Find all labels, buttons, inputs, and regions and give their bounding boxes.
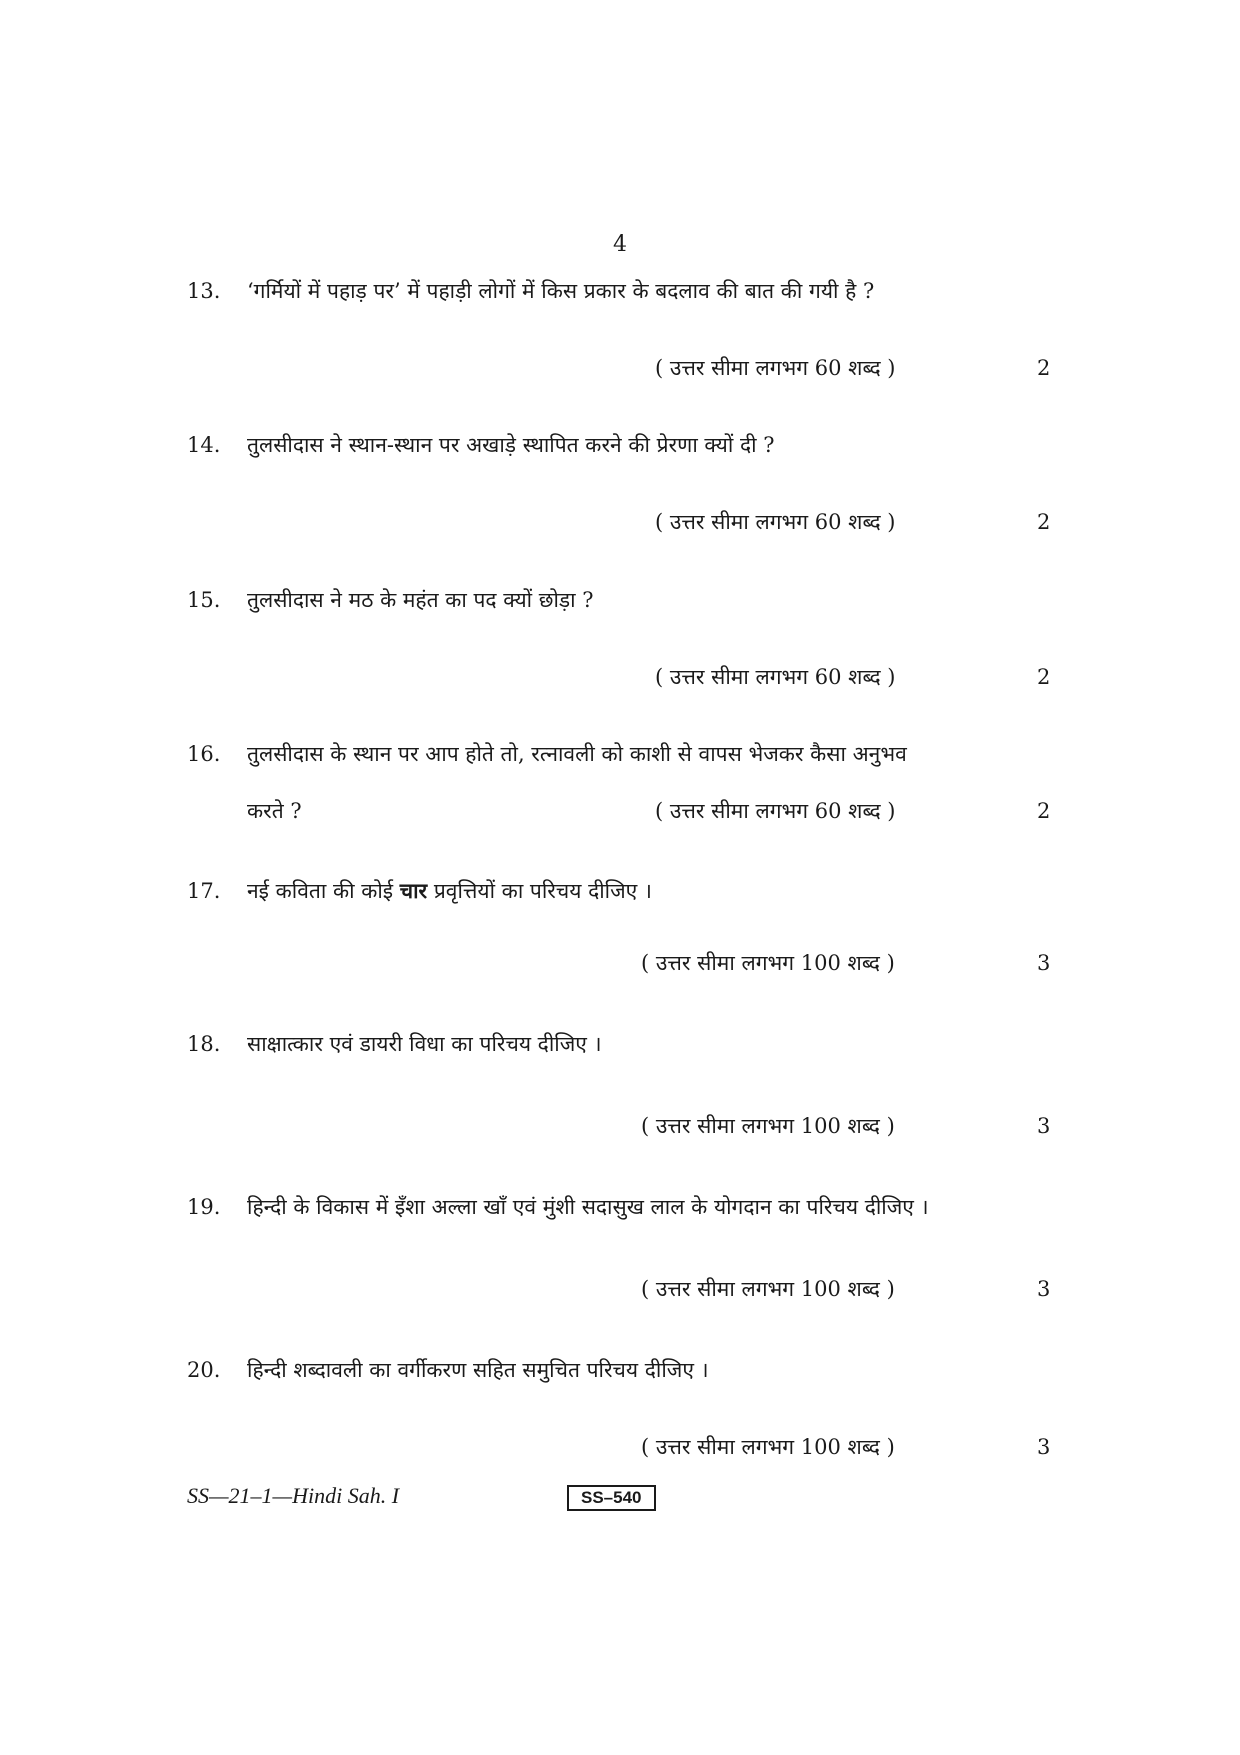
question-16 <box>187 744 907 765</box>
question-13 <box>187 281 874 302</box>
question-number: 14. <box>187 433 221 457</box>
question-text: तुलसीदास के स्थान पर आप होते तो, रत्नावली को काशी से वापस भेजकर कैसा अनुभव <box>247 742 907 766</box>
question-number: 16. <box>187 742 221 766</box>
marks: 3 <box>1037 1114 1051 1138</box>
question-15 <box>187 590 594 611</box>
marks: 3 <box>1037 1277 1051 1301</box>
question-19 <box>187 1197 929 1218</box>
answer-limit: ( उत्तर सीमा लगभग 100 शब्द ) <box>641 1277 895 1301</box>
question-text: नई कविता की कोई चार प्रवृत्तियों का परिचय दीजिए । <box>247 878 652 903</box>
answer-limit: ( उत्तर सीमा लगभग 60 शब्द ) <box>655 356 896 380</box>
question-18 <box>187 1034 602 1055</box>
paper-series-box: SS–540 <box>567 1485 656 1511</box>
question-text: तुलसीदास ने स्थान-स्थान पर अखाड़े स्थापित करने की प्रेरणा क्यों दी ? <box>247 433 775 457</box>
marks: 3 <box>1037 1435 1051 1459</box>
marks: 3 <box>1037 951 1051 975</box>
question-text: हिन्दी के विकास में इँशा अल्ला खाँ एवं मुंशी सदासुख लाल के योगदान का परिचय दीजिए । <box>247 1195 929 1219</box>
question-number: 17. <box>187 879 221 903</box>
question-number: 13. <box>187 279 221 303</box>
marks: 2 <box>1037 799 1051 823</box>
question-17 <box>187 880 652 902</box>
answer-limit: ( उत्तर सीमा लगभग 100 शब्द ) <box>641 951 895 975</box>
answer-limit: ( उत्तर सीमा लगभग 100 शब्द ) <box>641 1114 895 1138</box>
question-number: 20. <box>187 1358 221 1382</box>
answer-limit: ( उत्तर सीमा लगभग 100 शब्द ) <box>641 1435 895 1459</box>
question-text-continued: करते ? <box>247 799 302 823</box>
page-number: 4 <box>613 232 627 257</box>
marks: 2 <box>1037 665 1051 689</box>
answer-limit: ( उत्तर सीमा लगभग 60 शब्द ) <box>655 665 896 689</box>
question-number: 19. <box>187 1195 221 1219</box>
marks: 2 <box>1037 510 1051 534</box>
answer-limit: ( उत्तर सीमा लगभग 60 शब्द ) <box>655 510 896 534</box>
question-14 <box>187 435 775 456</box>
question-text: तुलसीदास ने मठ के महंत का पद क्यों छोड़ा ? <box>247 588 594 612</box>
question-text: हिन्दी शब्दावली का वर्गीकरण सहित समुचित परिचय दीजिए । <box>247 1358 709 1382</box>
question-20 <box>187 1360 709 1381</box>
question-number: 15. <box>187 588 221 612</box>
marks: 2 <box>1037 356 1051 380</box>
paper-code: SS—21–1—Hindi Sah. I <box>187 1483 400 1508</box>
question-text: ‘गर्मियों में पहाड़ पर’ में पहाड़ी लोगों में किस प्रकार के बदलाव की बात की गयी है ? <box>247 279 875 303</box>
question-text: साक्षात्कार एवं डायरी विधा का परिचय दीजिए । <box>247 1032 602 1056</box>
question-number: 18. <box>187 1032 221 1056</box>
emphasis-word: चार <box>399 878 428 903</box>
answer-limit: ( उत्तर सीमा लगभग 60 शब्द ) <box>655 799 896 823</box>
